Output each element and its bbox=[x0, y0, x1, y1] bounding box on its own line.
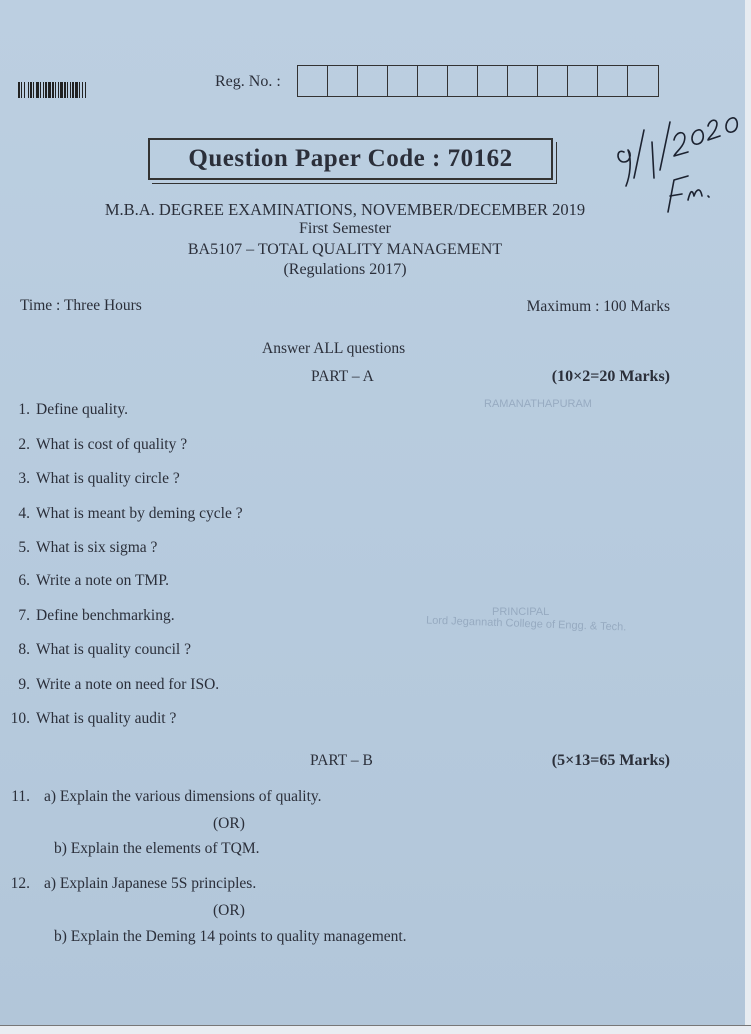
question-3 bbox=[0, 470, 180, 488]
question-6 bbox=[0, 572, 169, 590]
question-7 bbox=[0, 607, 175, 625]
instruction: Answer ALL questions bbox=[262, 340, 406, 357]
question-text: What is quality audit ? bbox=[36, 710, 177, 727]
reg-no-box[interactable] bbox=[598, 66, 628, 96]
question-paper-code: Question Paper Code : 70162 bbox=[148, 138, 553, 180]
reg-no-box[interactable] bbox=[418, 66, 448, 96]
question-text: Define benchmarking. bbox=[36, 607, 175, 624]
question-12b bbox=[54, 928, 407, 946]
question-12a bbox=[0, 875, 256, 893]
question-number: 7. bbox=[18, 607, 30, 624]
question-number: 8. bbox=[18, 641, 30, 658]
question-text: b) Explain the elements of TQM. bbox=[54, 840, 260, 857]
reg-no-box[interactable] bbox=[328, 66, 358, 96]
exam-title: M.B.A. DEGREE EXAMINATIONS, NOVEMBER/DECEMBER 2019 bbox=[104, 200, 586, 219]
question-number: 5. bbox=[18, 539, 30, 556]
reg-no-label: Reg. No. : bbox=[215, 73, 281, 90]
question-11a bbox=[0, 788, 322, 806]
barcode bbox=[18, 82, 124, 98]
question-number: 9. bbox=[18, 676, 30, 693]
question-text: What is quality circle ? bbox=[36, 470, 180, 487]
question-5 bbox=[0, 539, 157, 557]
question-9 bbox=[0, 676, 219, 694]
reg-no-box[interactable] bbox=[568, 66, 598, 96]
reg-no-box[interactable] bbox=[538, 66, 568, 96]
question-number: 6. bbox=[18, 572, 30, 589]
question-8 bbox=[0, 641, 191, 659]
question-text: Write a note on TMP. bbox=[36, 572, 169, 589]
question-text: b) Explain the Deming 14 points to quality management. bbox=[54, 928, 407, 945]
handwritten-date-signature bbox=[612, 100, 747, 215]
stamp-text: PRINCIPAL bbox=[492, 606, 550, 618]
maximum-marks: Maximum : 100 Marks bbox=[526, 298, 670, 315]
question-4 bbox=[0, 505, 243, 523]
question-number: 11. bbox=[11, 788, 30, 805]
question-text: Write a note on need for ISO. bbox=[36, 676, 220, 693]
semester: First Semester bbox=[299, 220, 391, 237]
reg-no-boxes[interactable] bbox=[297, 65, 659, 97]
reg-no-box[interactable] bbox=[388, 66, 418, 96]
part-b-heading: PART – B bbox=[310, 752, 373, 769]
question-1 bbox=[0, 401, 128, 419]
question-number: 1. bbox=[18, 401, 30, 418]
reg-no-box[interactable] bbox=[478, 66, 508, 96]
question-text: What is six sigma ? bbox=[36, 539, 158, 556]
reg-no-box[interactable] bbox=[298, 66, 328, 96]
part-a-heading: PART – A bbox=[311, 368, 374, 385]
regulations: (Regulations 2017) bbox=[283, 261, 407, 278]
question-text: a) Explain Japanese 5S principles. bbox=[44, 875, 257, 892]
question-text: Define quality. bbox=[36, 401, 128, 418]
question-number: 2. bbox=[18, 436, 30, 453]
or-label: (OR) bbox=[213, 902, 245, 919]
reg-no-box[interactable] bbox=[508, 66, 538, 96]
stamp-text: RAMANATHAPURAM bbox=[484, 398, 592, 410]
question-text: What is meant by deming cycle ? bbox=[36, 505, 243, 522]
question-number: 4. bbox=[18, 505, 30, 522]
time-allowed: Time : Three Hours bbox=[20, 297, 142, 314]
question-2 bbox=[0, 436, 187, 454]
part-b-marks: (5×13=65 Marks) bbox=[551, 752, 670, 769]
question-number: 12. bbox=[10, 875, 30, 892]
page-edge-bottom bbox=[0, 1025, 751, 1034]
question-text: What is quality council ? bbox=[36, 641, 191, 658]
question-text: What is cost of quality ? bbox=[36, 436, 188, 453]
reg-no-box[interactable] bbox=[628, 66, 658, 96]
question-number: 3. bbox=[18, 470, 30, 487]
reg-no-box[interactable] bbox=[448, 66, 478, 96]
barcode-bar bbox=[85, 82, 86, 98]
stamp-text: Lord Jegannath College of Engg. & Tech. bbox=[425, 614, 627, 634]
reg-no-box[interactable] bbox=[358, 66, 388, 96]
part-a-marks: (10×2=20 Marks) bbox=[551, 368, 670, 385]
or-label: (OR) bbox=[213, 815, 245, 832]
question-number: 10. bbox=[10, 710, 30, 727]
question-11b bbox=[54, 840, 259, 858]
subject-title: BA5107 – TOTAL QUALITY MANAGEMENT bbox=[187, 241, 503, 258]
question-10 bbox=[0, 710, 176, 728]
question-text: a) Explain the various dimensions of quality. bbox=[44, 788, 322, 805]
